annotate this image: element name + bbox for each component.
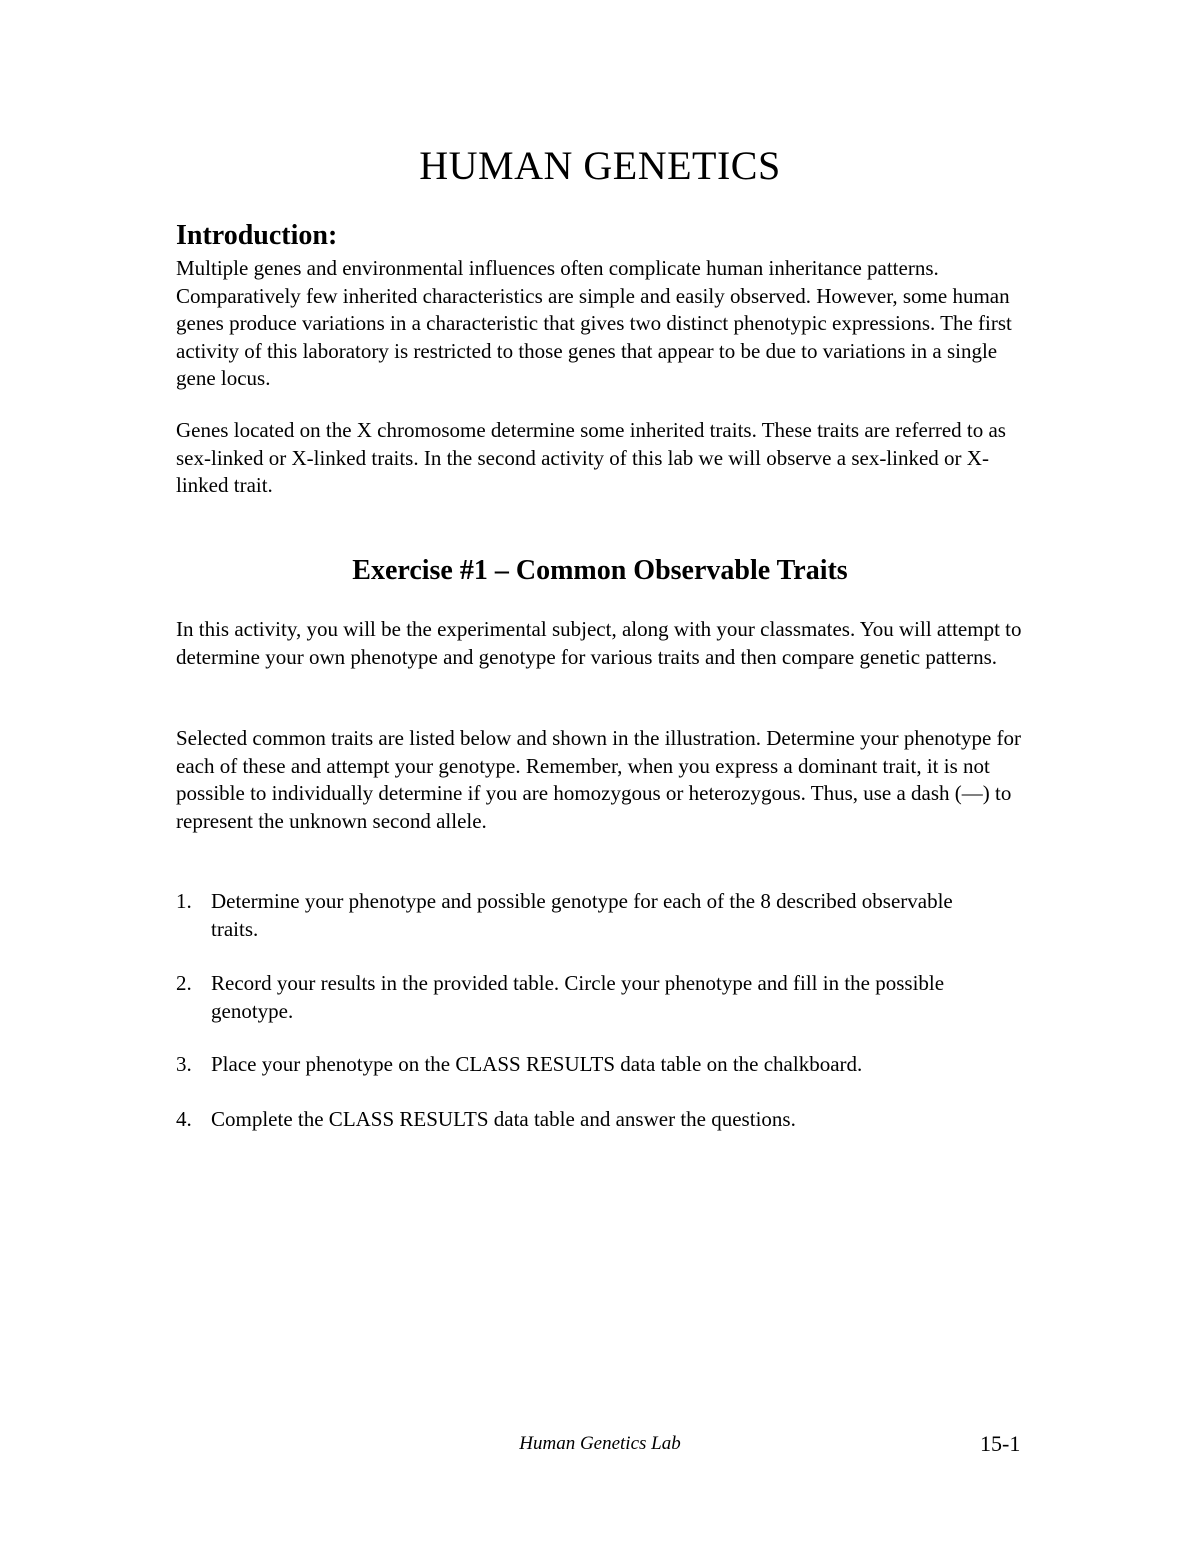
footer-page-number: 15-1 [980,1431,1021,1456]
footer-lab-name: Human Genetics Lab [519,1433,681,1454]
introduction-paragraph-1: Multiple genes and environmental influences often complicate human inheritance patterns. Comparatively few inherited characteristics are simple and easily observed. However, some human genes produce variations in a characteristic that gives two distinct phenotypic expressions. The first activity of this laboratory is restricted to those genes that appear to be due to variations in a single gene locus. [176,256,1012,390]
step-number: 4. [176,1107,192,1131]
step-number: 2. [176,971,192,995]
exercise-1-paragraph-1: In this activity, you will be the experimental subject, along with your classmates. You will attempt to determine your own phenotype and genotype for various traits and then compare genetic patterns. [176,617,1022,669]
step-item [176,888,1036,943]
exercise-1-heading: Exercise #1 – Common Observable Traits [352,555,848,586]
exercise-1-paragraph-2: Selected common traits are listed below and shown in the illustration. Determine your phenotype for each of these and attempt your genotype. Remember, when you express a dominant trait, it is not possible to individually determine if you are homozygous or heterozygous. Thus, use a dash (—) to represent the unknown second allele. [176,726,1022,833]
step-text: Record your results in the provided table. Circle your phenotype and fill in the possible genotype. [211,971,945,1023]
step-number: 1. [176,889,192,913]
step-item [176,970,1036,1025]
step-text: Determine your phenotype and possible genotype for each of the 8 described observable traits. [211,889,953,941]
step-number: 3. [176,1052,192,1076]
document-title: HUMAN GENETICS [419,143,781,188]
introduction-heading: Introduction: [176,220,338,251]
step-item [176,1051,1036,1079]
step-text: Place your phenotype on the CLASS RESULTS data table on the chalkboard. [211,1052,863,1076]
step-item [176,1106,1036,1134]
introduction-paragraph-2: Genes located on the X chromosome determine some inherited traits. These traits are referred to as sex-linked or X-linked traits. In the second activity of this lab we will observe a sex-linked or X-linked trait. [176,418,1006,497]
step-text: Complete the CLASS RESULTS data table and answer the questions. [211,1107,796,1131]
